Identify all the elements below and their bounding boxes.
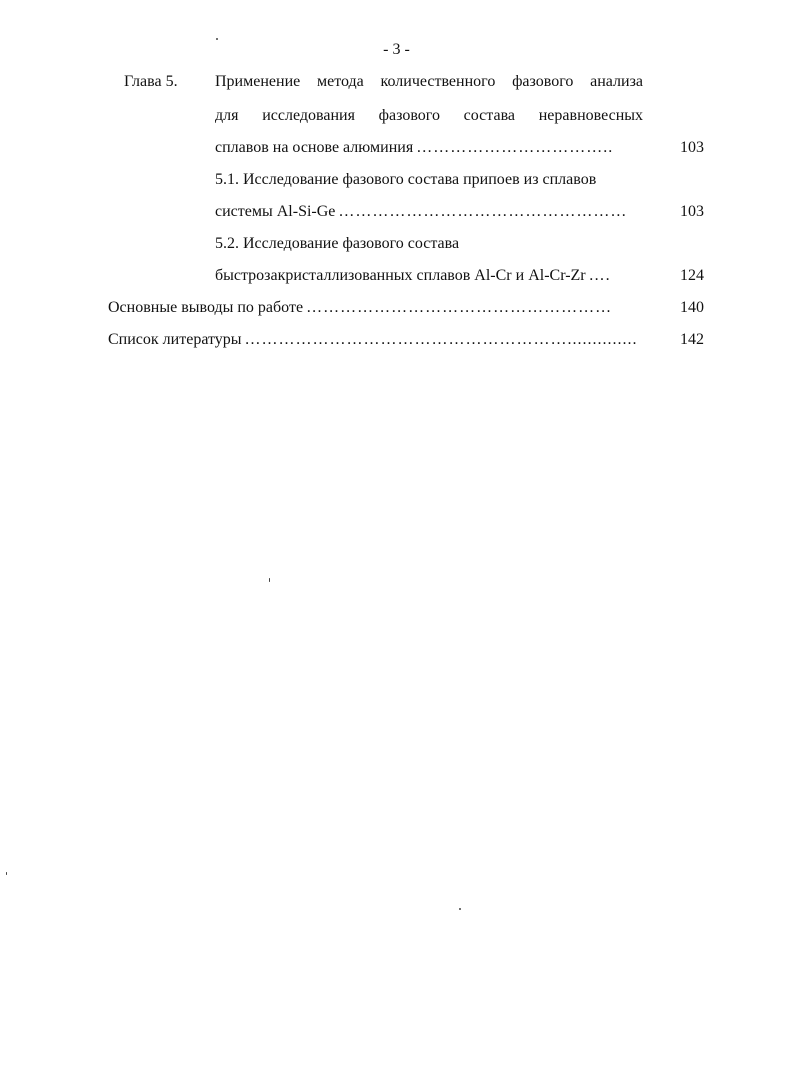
toc-entry-label: Основные выводы по работе [108, 299, 304, 316]
dot-leader: …………………………….. [416, 139, 614, 156]
page-number: - 3 - [383, 41, 410, 58]
toc-entry-conclusions [108, 298, 643, 318]
dot-leader: ……………………………………………… [306, 299, 613, 316]
toc-page-number: 140 [680, 299, 704, 316]
dot-leader: …. [588, 267, 611, 284]
toc-page-number: 124 [680, 267, 704, 284]
toc-page-number: 103 [680, 139, 704, 156]
dot-leader: …………………………………………… [338, 203, 628, 220]
chapter-title-line-3 [215, 138, 643, 158]
chapter-label: Глава 5. [124, 73, 178, 90]
section-5-2-line-1: 5.2. Исследование фазового состава [215, 235, 460, 252]
chapter-title-line-2: для исследования фазового состава неравновесных [215, 107, 643, 124]
section-5-2-line-2 [215, 266, 643, 286]
scan-speck [216, 38, 218, 40]
chapter-title-text: сплавов на основе алюминия [215, 139, 414, 156]
scan-speck [6, 872, 7, 875]
scan-speck [459, 908, 461, 910]
section-5-1-line-1: 5.1. Исследование фазового состава припоев из сплавов [215, 171, 597, 188]
toc-entry-references [108, 330, 643, 350]
dot-leader: ………………………………………………….............. [244, 331, 638, 348]
toc-page-number: 142 [680, 331, 704, 348]
section-5-1-line-2 [215, 202, 643, 222]
section-title-text: системы Al-Si-Ge [215, 203, 336, 220]
section-title-text: быстрозакристаллизованных сплавов Al-Cr и Al-Cr-Zr [215, 267, 586, 284]
chapter-title-line-1: Применение метода количественного фазового анализа [215, 73, 643, 90]
scan-speck [269, 578, 270, 582]
toc-page-number: 103 [680, 203, 704, 220]
toc-entry-label: Список литературы [108, 331, 242, 348]
